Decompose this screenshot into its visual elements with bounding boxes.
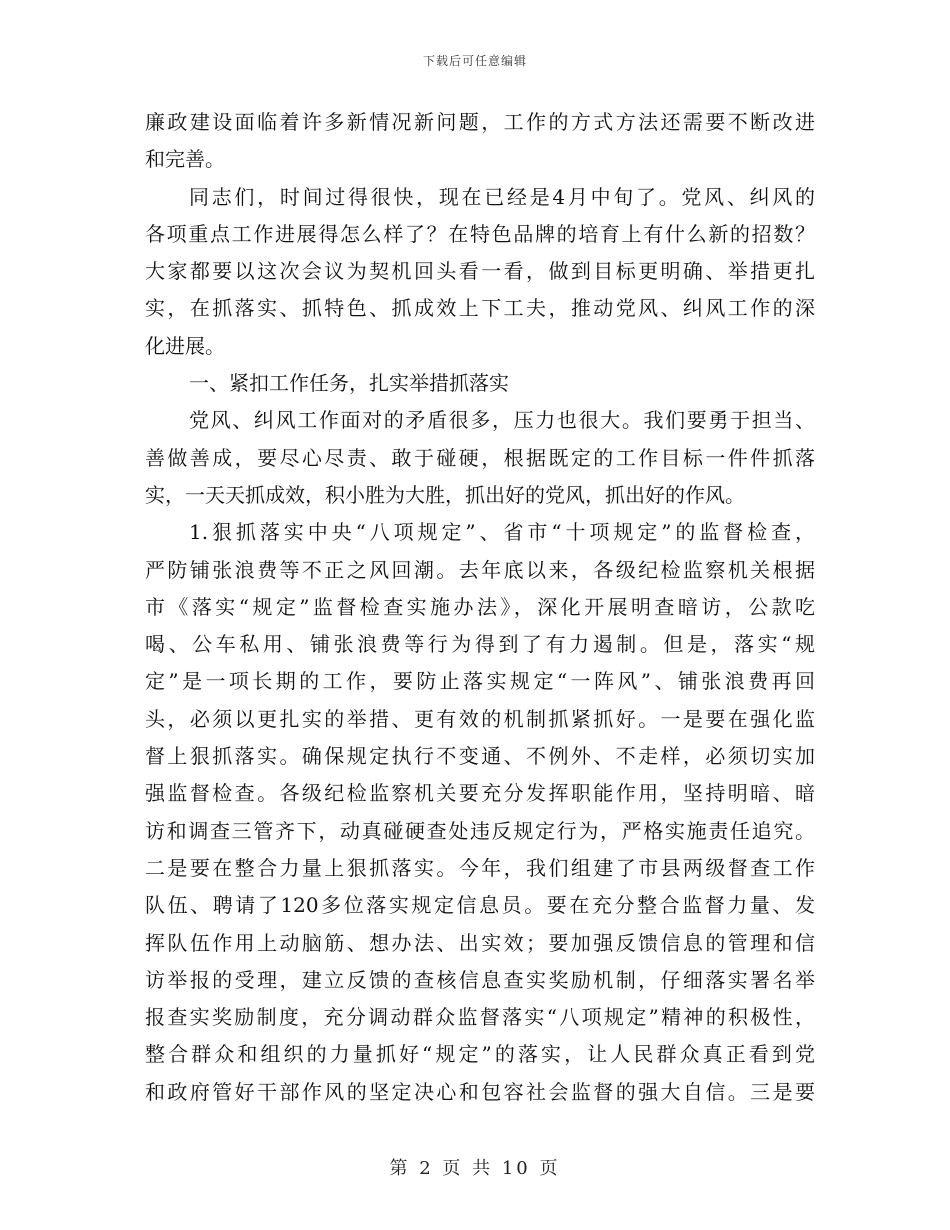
text-line: 和政府管好干部作风的坚定决心和包容社会监督的强大自信。三是要 [145, 1079, 815, 1104]
text-line: 喝、公车私用、铺张浪费等行为得到了有力遏制。但是，落实“规 [145, 632, 815, 657]
text-line: 强监督检查。各级纪检监察机关要充分发挥职能作用，坚持明暗、暗 [145, 781, 815, 806]
text-line: 化进展。 [145, 333, 225, 358]
text-line: 大家都要以这次会议为契机回头看一看，做到目标更明确、举措更扎 [145, 259, 815, 284]
section-heading: 一、紧扣工作任务，扎实举措抓落实 [189, 371, 509, 396]
text-line: 整合群众和组织的力量抓好“规定”的落实，让人民群众真正看到党 [145, 1042, 815, 1067]
text-line: 定”是一项长期的工作，要防止落实规定“一阵风”、铺张浪费再回 [145, 669, 815, 694]
text-line: 二是要在整合力量上狠抓落实。今年，我们组建了市县两级督查工作 [145, 855, 815, 880]
text-line: 队伍、聘请了120多位落实规定信息员。要在充分整合监督力量、发 [145, 893, 815, 918]
text-line: 党风、纠风工作面对的矛盾很多，压力也很大。我们要勇于担当、 [189, 408, 815, 433]
text-line: 各项重点工作进展得怎么样了？在特色品牌的培育上有什么新的招数？ [145, 221, 815, 246]
text-line: 头，必须以更扎实的举措、更有效的机制抓紧抓好。一是要在强化监 [145, 706, 815, 731]
text-line: 挥队伍作用上动脑筋、想办法、出实效；要加强反馈信息的管理和信 [145, 930, 815, 955]
text-line: 实，在抓落实、抓特色、抓成效上下工夫，推动党风、纠风工作的深 [145, 296, 815, 321]
text-line: 督上狠抓落实。确保规定执行不变通、不例外、不走样，必须切实加 [145, 744, 815, 769]
text-line: 实，一天天抓成效，积小胜为大胜，抓出好的党风，抓出好的作风。 [145, 482, 745, 507]
text-line: 廉政建设面临着许多新情况新问题，工作的方式方法还需要不断改进 [145, 110, 815, 134]
text-line: 同志们，时间过得很快，现在已经是4月中旬了。党风、纠风的 [189, 184, 815, 209]
text-line: 报查实奖励制度，充分调动群众监督落实“八项规定”精神的积极性， [145, 1005, 815, 1030]
document-body [145, 104, 815, 1111]
text-line: 1.狠抓落实中央“八项规定”、省市“十项规定”的监督检查， [189, 520, 815, 545]
text-line: 访和调查三管齐下，动真碰硬查处违反规定行为，严格实施责任追究。 [145, 818, 815, 843]
text-line: 和完善。 [145, 147, 225, 172]
text-line: 市《落实“规定”监督检查实施办法》，深化开展明查暗访，公款吃 [145, 594, 815, 619]
page-header: 下载后可任意编辑 [422, 54, 527, 68]
text-line: 访举报的受理，建立反馈的查核信息查实奖励机制，仔细落实署名举 [145, 967, 815, 992]
page-footer: 第 2 页 共 10 页 [389, 1158, 561, 1179]
text-line: 严防铺张浪费等不正之风回潮。去年底以来，各级纪检监察机关根据 [145, 557, 815, 582]
text-line: 善做善成，要尽心尽责、敢于碰硬，根据既定的工作目标一件件抓落 [145, 445, 815, 470]
